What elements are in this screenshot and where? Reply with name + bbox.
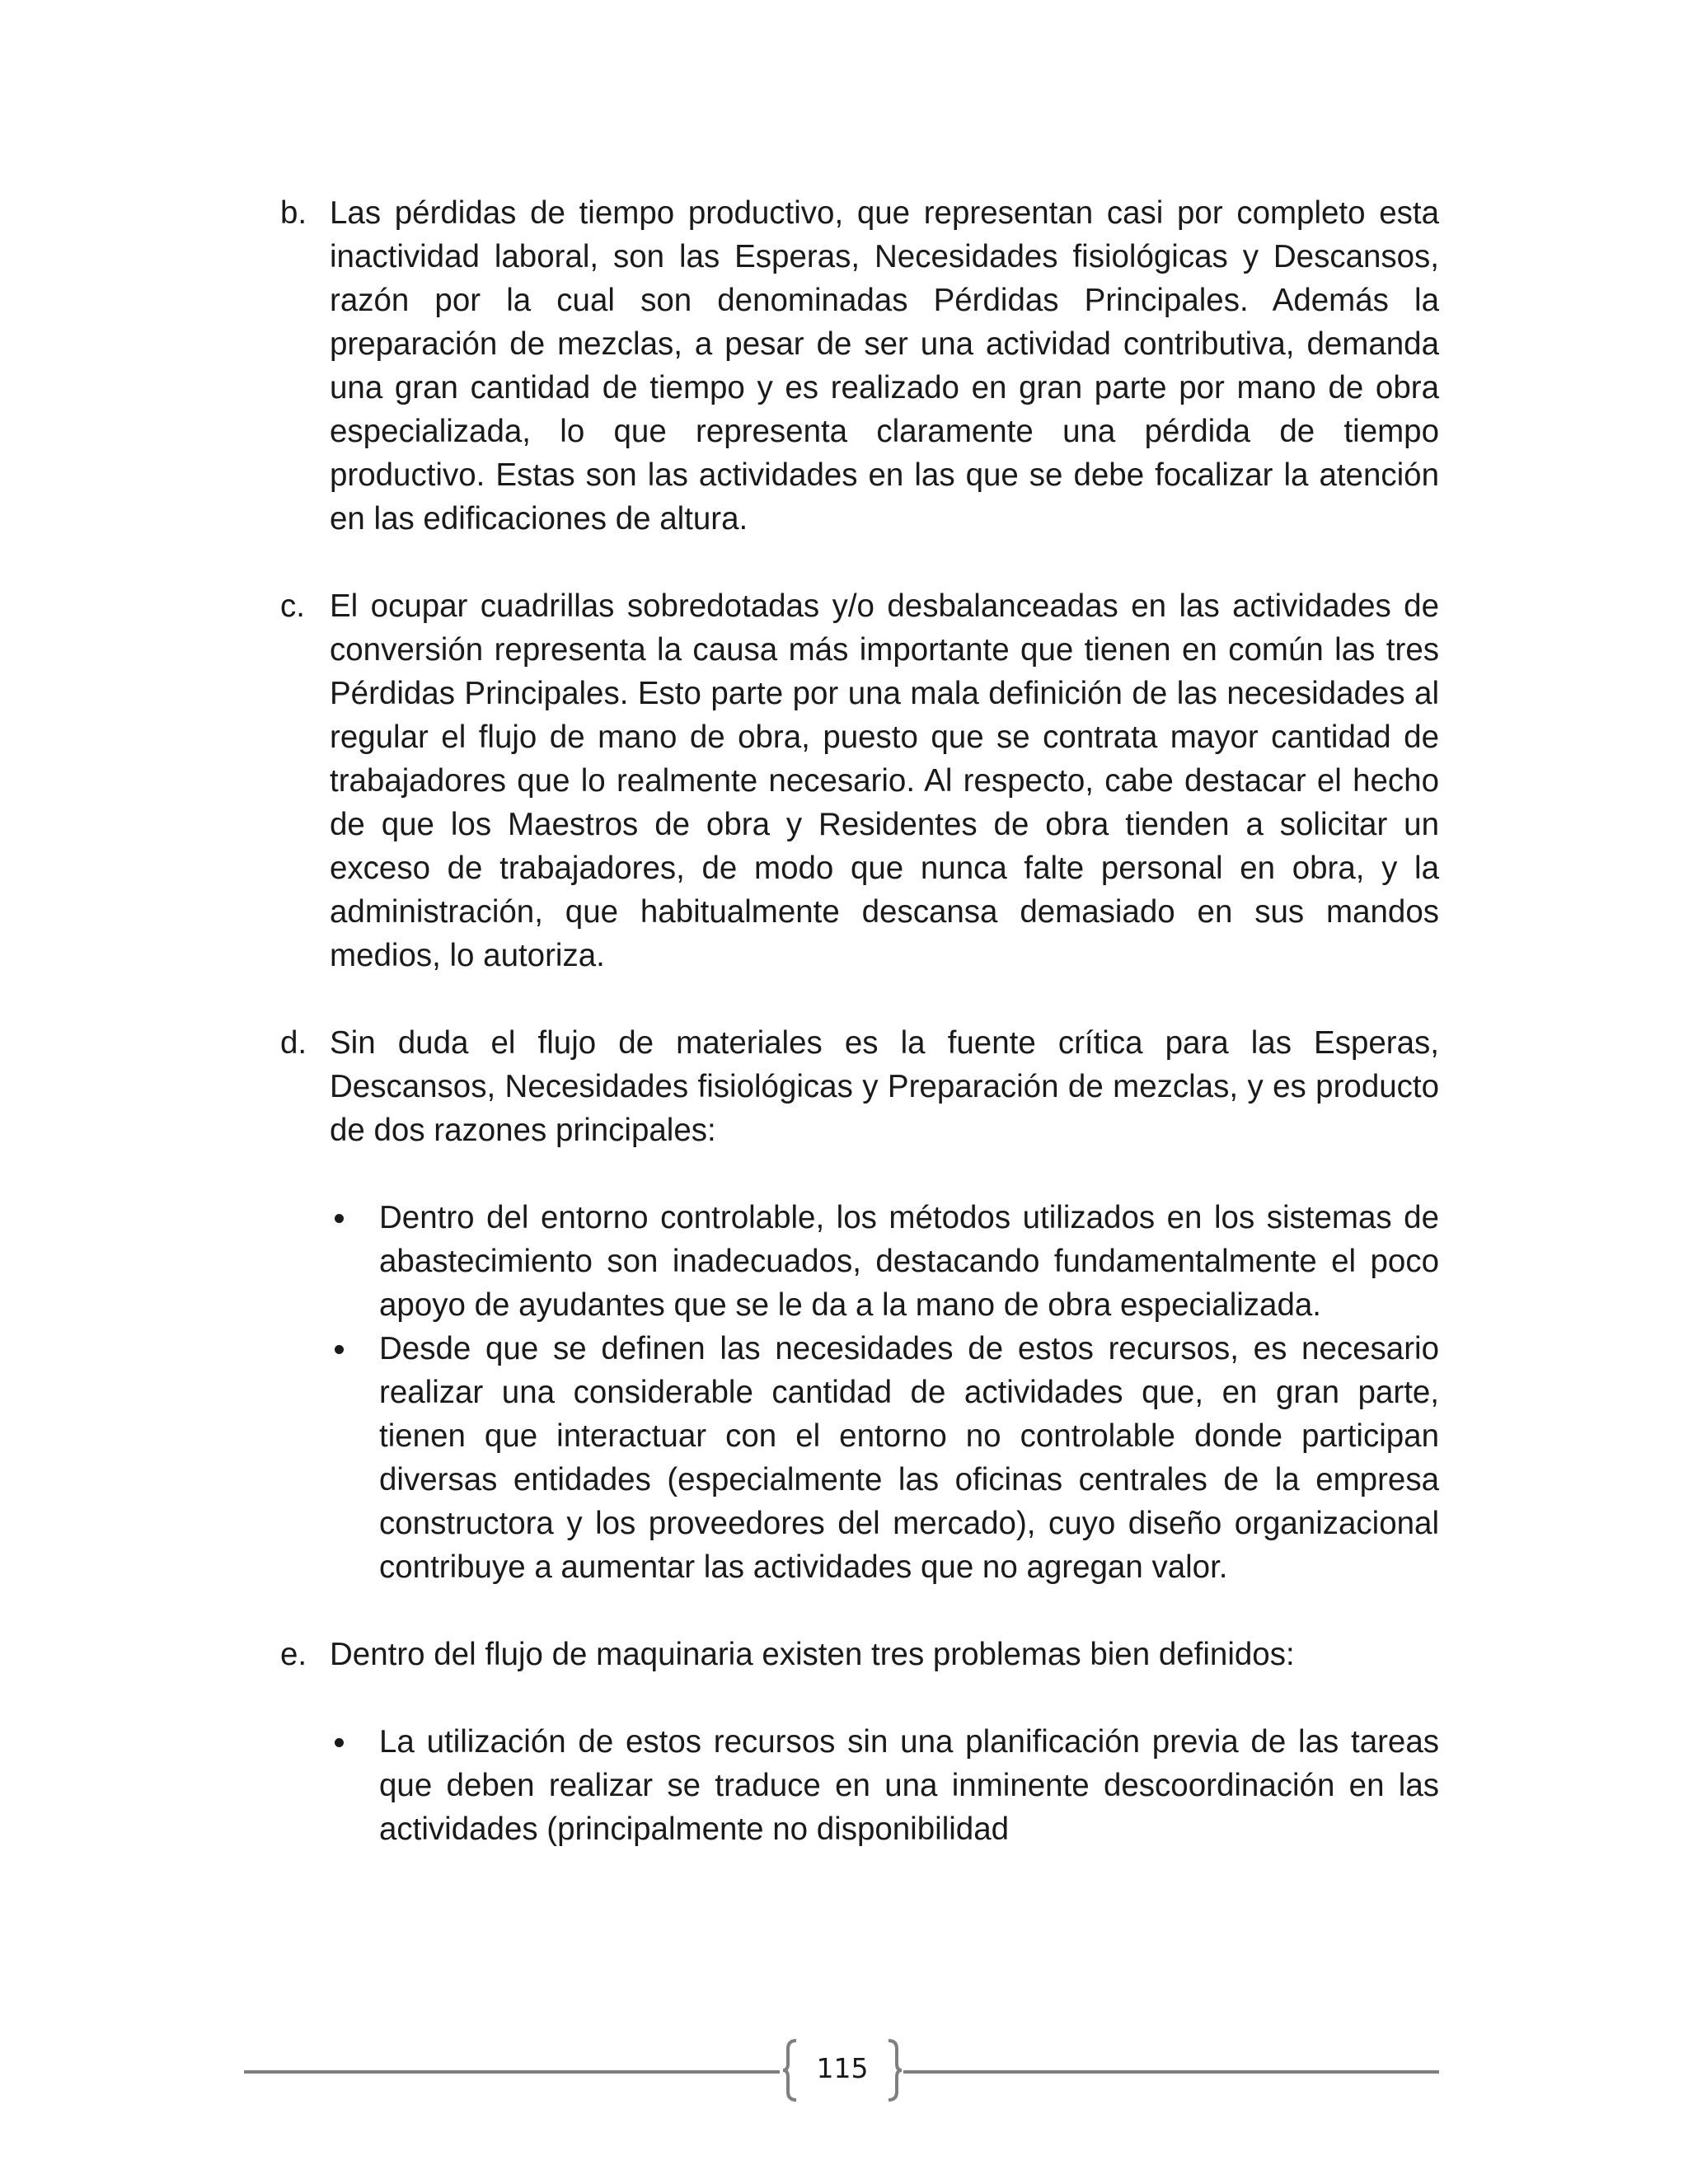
paragraph: Dentro del flujo de maquinaria existen tres problemas bien definidos: [330,1637,1295,1672]
list-item-c [280,584,1439,977]
bullet-list [280,1196,1439,1589]
page-content [280,191,1439,1851]
list-marker: e. [280,1637,307,1672]
right-brace-icon [885,2039,903,2102]
page-footer [244,2039,1439,2102]
bullet-list [280,1720,1439,1851]
paragraph: El ocupar cuadrillas sobredotadas y/o desbalanceadas en las actividades de conversión representa la causa más importante que tienen en común las tres Pérdidas Principales. Esto parte por una mala definición de las necesidades al regular el flujo de mano de obra, puesto que se contrata mayor cantidad de trabajadores que lo realmente necesario. Al respecto, cabe destacar el hecho de que los Maestros de obra y Residentes de obra tienden a solicitar un exceso de trabajadores, de modo que nunca falte personal en obra, y la administración, que habitualmente descansa demasiado en sus mandos medios, lo autoriza. [330,588,1439,973]
list-marker: b. [280,195,307,231]
list-marker: d. [280,1025,307,1061]
footer-rule-right [903,2070,1439,2074]
list-marker: c. [280,588,305,624]
footer-rule-left [244,2070,780,2074]
spacer [280,977,1439,1021]
bullet-text: Desde que se definen las necesidades de estos recursos, es necesario realizar una considerable cantidad de actividades que, en gran parte, tienen que interactuar con el entorno no controlable donde participan diversas entidades (especialmente las oficinas centrales de la empresa constructora y los proveedores del mercado), cuyo diseño organizacional contribuye a aumentar las actividades que no agregan valor. [379,1331,1439,1585]
left-brace-icon [781,2039,799,2102]
paragraph: Las pérdidas de tiempo productivo, que representan casi por completo esta inactividad laboral, son las Esperas, Necesidades fisiológicas y Descansos, razón por la cual son denominadas Pérdidas Principales. Además la preparación de mezclas, a pesar de ser una actividad contributiva, demanda una gran cantidad de tiempo y es realizado en gran parte por mano de obra especializada, lo que representa claramente una pérdida de tiempo productivo. Estas son las actividades en las que se debe focalizar la atención en las edificaciones de altura. [330,195,1439,537]
list-item-e [280,1633,1439,1676]
bullet-text: Dentro del entorno controlable, los métodos utilizados en los sistemas de abastecimiento son inadecuados, destacando fundamentalmente el poco apoyo de ayudantes que se le da a la mano de obra especializada. [379,1200,1439,1323]
bullet-item [280,1196,1439,1327]
bullet-text: La utilización de estos recursos sin una planificación previa de las tareas que deben realizar se traduce en una inminente descoordinación en las actividades (principalmente no disponibilidad [379,1724,1439,1847]
bullet-item [280,1720,1439,1851]
bullet-item [280,1327,1439,1589]
spacer [280,1589,1439,1633]
paragraph: Sin duda el flujo de materiales es la fuente crítica para las Esperas, Descansos, Necesidades fisiológicas y Preparación de mezclas, y es producto de dos razones principales: [330,1025,1439,1148]
list-item-d [280,1021,1439,1152]
list-item-b [280,191,1439,541]
spacer [280,541,1439,584]
page-number: 115 [816,2052,869,2084]
